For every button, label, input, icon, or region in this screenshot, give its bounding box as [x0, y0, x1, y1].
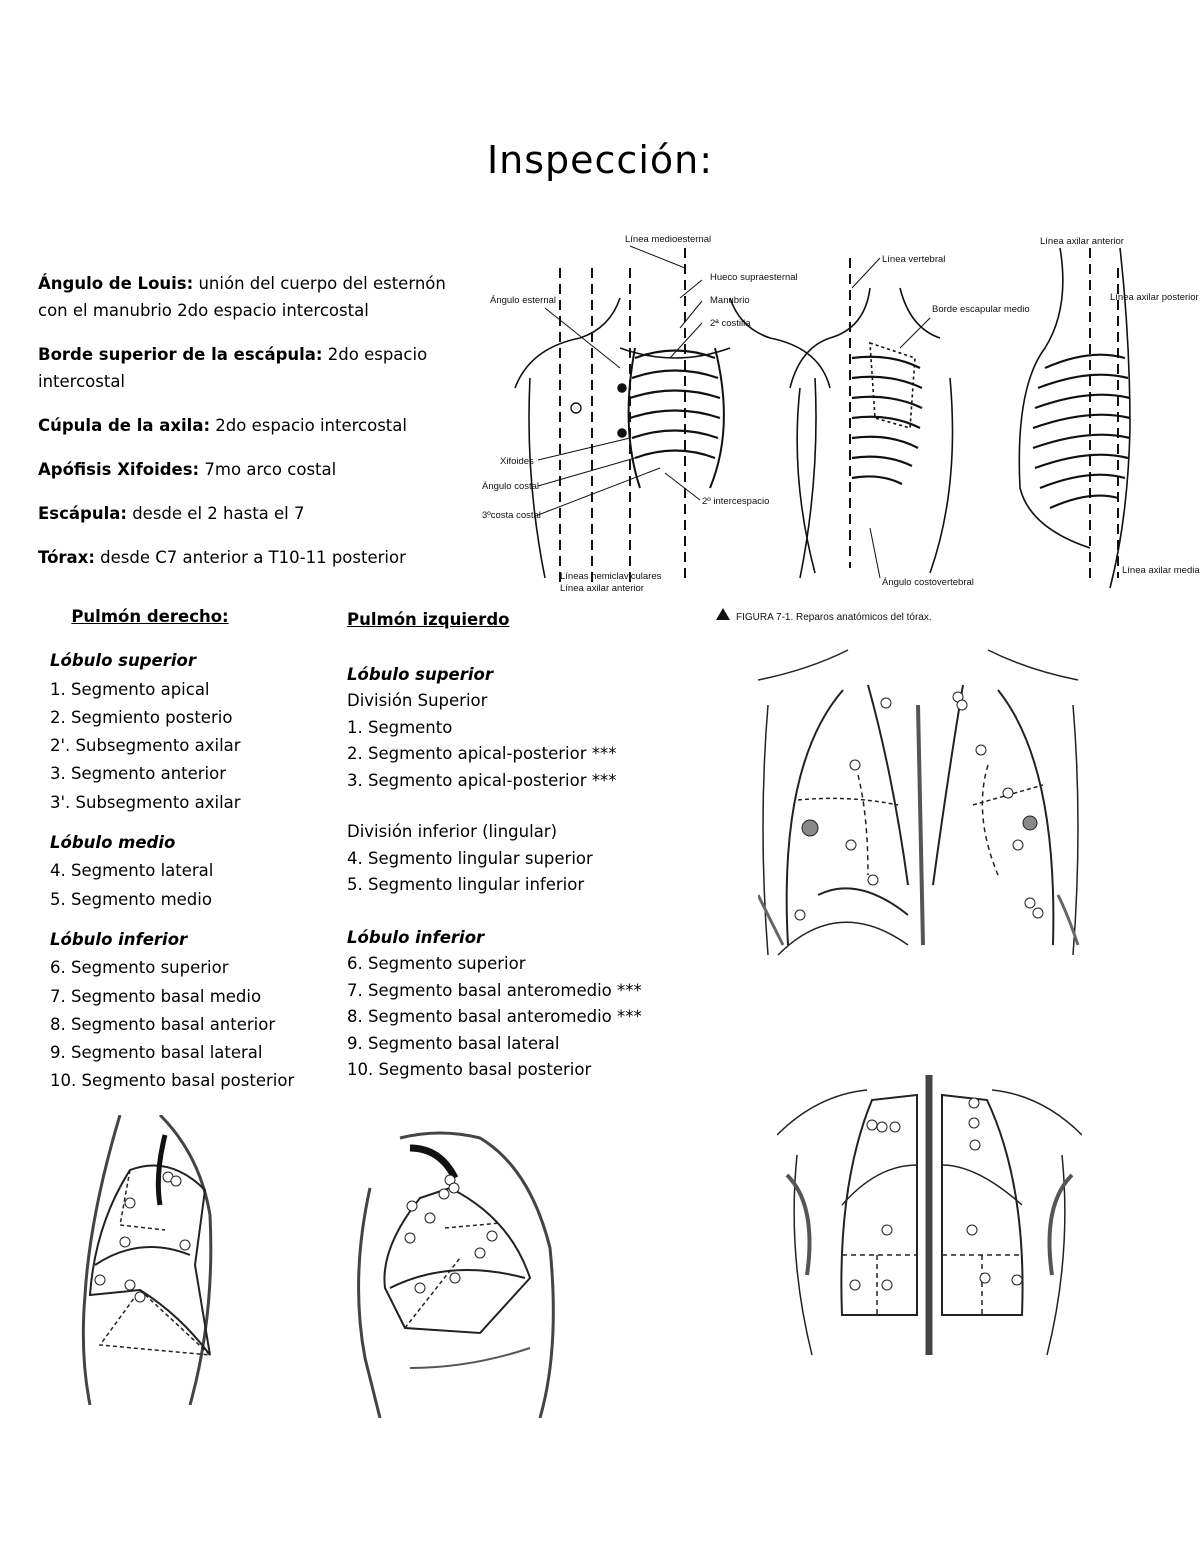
page-title: Inspección:	[486, 138, 714, 182]
lobe-title: Lóbulo superior	[347, 664, 493, 684]
label-costovertebral: Ángulo costovertebral	[882, 577, 974, 588]
definition-item	[38, 544, 468, 571]
list-item: 7. Segmento basal anteromedio ***	[347, 980, 642, 1000]
definition-text: desde C7 anterior a T10-11 posterior	[94, 548, 406, 567]
right-lateral-figure	[70, 1115, 230, 1405]
definition-text: 2do espacio intercostal	[210, 416, 407, 435]
list-item: 2. Segmento apical-posterior ***	[347, 744, 617, 763]
list-item: 3. Segmento anterior	[50, 764, 227, 784]
list-item: 7. Segmento basal medio	[50, 986, 262, 1006]
anterior-chest-figure	[758, 645, 1083, 963]
label-hueco: Hueco supraesternal	[710, 272, 798, 283]
definition-term: Tórax:	[38, 548, 95, 567]
lobe-title: Lóbulo superior	[50, 651, 196, 671]
list-item: 9. Segmento basal lateral	[50, 1043, 263, 1063]
left-lung-list	[347, 607, 687, 1084]
label-medioesternal: Línea medioesternal	[625, 234, 712, 245]
left-lateral-figure	[350, 1128, 560, 1418]
list-item: 2'. Subsegmento axilar	[50, 736, 241, 756]
label-axilar-media: Línea axilar media	[1122, 565, 1200, 576]
label-costal: 3ºcosta costal	[482, 510, 541, 521]
thorax-landmarks-figure	[470, 228, 1200, 628]
lobe-title: Lóbulo medio	[50, 833, 176, 853]
list-item: 9. Segmento basal lateral	[347, 1033, 560, 1053]
label-axilar-posterior: Línea axilar posterior	[1110, 292, 1199, 303]
label-intercostal: 2º intercespacio	[702, 496, 770, 507]
definition-item	[38, 412, 468, 439]
list-item: 3'. Subsegmento axilar	[50, 792, 241, 812]
label-xifoides: Xifoides	[500, 456, 534, 467]
definition-text: 2do espacio intercostal	[38, 345, 428, 391]
list-item: 5. Segmento medio	[50, 889, 212, 909]
definition-item	[38, 341, 468, 395]
definition-item	[38, 456, 468, 483]
label-costilla: 2ª costilla	[710, 318, 751, 329]
list-item: 10. Segmento basal posterior	[50, 1071, 295, 1091]
list-item: 5. Segmento lingular inferior	[347, 875, 585, 894]
left-lung-heading: Pulmón izquierdo	[347, 610, 510, 629]
label-borde-escapular: Borde escapular medio	[932, 304, 1030, 315]
posterior-chest-figure	[777, 1055, 1082, 1370]
definition-item	[38, 500, 468, 527]
division-title: División inferior (lingular)	[347, 822, 558, 841]
definition-term: Apófisis Xifoides:	[38, 460, 200, 479]
label-axilar-anterior: Línea axilar anterior	[560, 583, 644, 594]
list-item: 4. Segmento lateral	[50, 861, 214, 881]
right-lung-heading: Pulmón derecho:	[71, 607, 229, 626]
definition-text: unión del cuerpo del esternón con el manubrio 2do espacio intercostal	[38, 274, 446, 320]
list-item: 10. Segmento basal posterior	[347, 1060, 592, 1079]
label-manubrio: Manubrio	[710, 295, 750, 306]
list-item: 3. Segmento apical-posterior ***	[347, 770, 617, 790]
definition-item	[38, 270, 468, 324]
label-angulo-esternal: Ángulo esternal	[490, 295, 557, 306]
definition-term: Escápula:	[38, 504, 127, 523]
lobe-title: Lóbulo inferior	[347, 927, 485, 947]
lobe-title: Lóbulo inferior	[50, 929, 188, 949]
definition-text: 7mo arco costal	[199, 460, 337, 479]
list-item: 8. Segmento basal anterior	[50, 1014, 276, 1034]
definitions-list	[38, 270, 468, 588]
list-item: 1. Segmento apical	[50, 679, 210, 699]
list-item: 4. Segmento lingular superior	[347, 848, 593, 868]
label-axilar-anterior-top: Línea axilar anterior	[1040, 236, 1124, 247]
list-item: 8. Segmento basal anteromedio ***	[347, 1007, 642, 1026]
right-lung-list	[50, 603, 340, 1096]
caption-triangle-icon	[716, 608, 730, 620]
label-vertebral: Línea vertebral	[882, 254, 946, 265]
definition-text: desde el 2 hasta el 7	[126, 504, 305, 523]
list-item: 6. Segmento superior	[347, 954, 526, 973]
definition-term: Cúpula de la axila:	[38, 416, 211, 435]
label-angulo-costal: Ángulo costal	[482, 481, 540, 492]
definition-term: Ángulo de Louis:	[38, 274, 194, 293]
definition-term: Borde superior de la escápula:	[38, 345, 323, 364]
list-item: 6. Segmento superior	[50, 958, 229, 978]
figure-caption: FIGURA 7-1. Reparos anatómicos del tórax.	[736, 612, 932, 623]
division-title: División Superior	[347, 691, 488, 710]
list-item: 2. Segmiento posterio	[50, 707, 233, 727]
label-hemiclaviculares: Líneas hemiclaviculares	[560, 571, 662, 582]
list-item: 1. Segmento	[347, 717, 453, 737]
